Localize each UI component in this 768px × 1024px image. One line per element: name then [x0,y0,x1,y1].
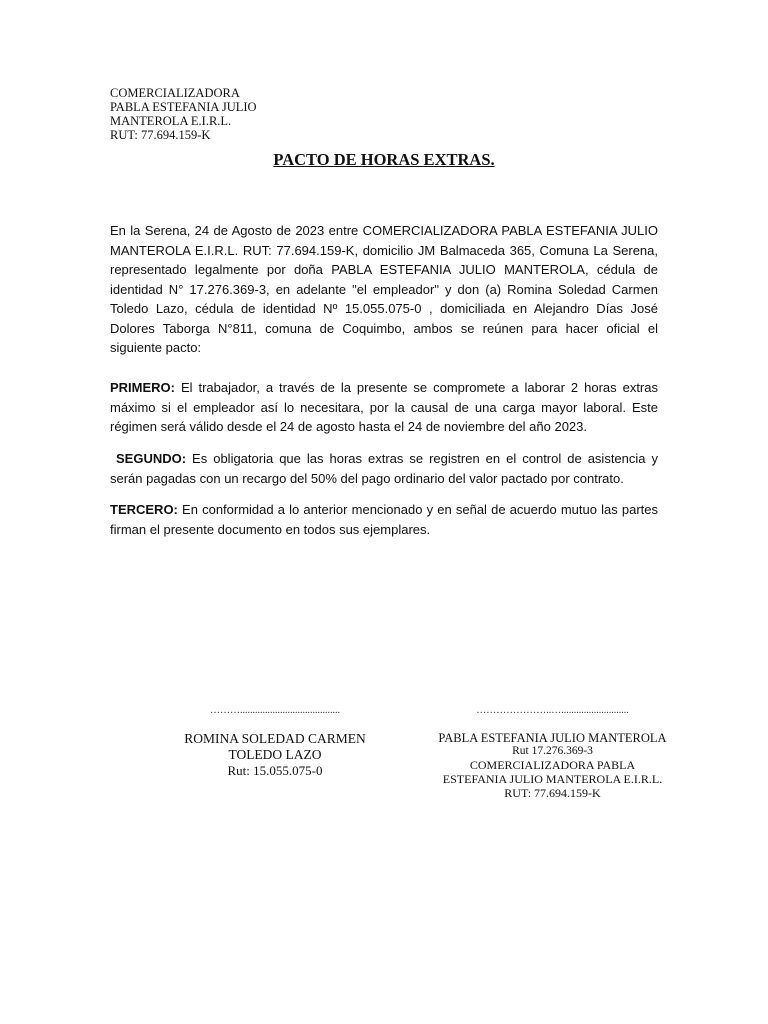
intro-paragraph: En la Serena, 24 de Agosto de 2023 entre COMERCIALIZADORA PABLA ESTEFANIA JULIO MANTEROLA E.I.R.L. RUT: 77.694.159-K, domicilio JM Balmaceda 365, Comuna La Serena, representado legalmente por doña PABLA ESTEFANIA JULIO MANTEROLA, cédula de identidad N° 17.276.369-3, en adelante "el empleador" y don (a) Romina Soledad Carmen Toledo Lazo, cédula de identidad Nº 15.055.075-0 , domiciliada en Alejandro Días José Dolores Taborga N°811, comuna de Coquimbo, ambos se reúnen para hacer oficial el siguiente pacto: [110,223,658,355]
company-name-line-2: PABLA ESTEFANIA JULIO [110,100,257,114]
worker-name-line-2: TOLEDO LAZO [228,747,322,762]
clause-primero [110,378,658,437]
signature-block-worker [170,705,380,779]
company-name-line-1: COMERCIALIZADORA [110,86,240,100]
clause-segundo [110,449,658,488]
worker-name-line-1: ROMINA SOLEDAD CARMEN [184,731,366,746]
clause-tercero-label: TERCERO: [110,502,178,517]
employer-company-line-2: ESTEFANIA JULIO MANTEROLA E.I.R.L. [442,772,663,786]
signature-line-worker: ………........................................ [210,705,340,716]
company-header [110,86,257,142]
clause-segundo-label: SEGUNDO: [116,451,187,466]
clause-segundo-text: Es obligatoria que las horas extras se registren en el control de asistencia y serán pagadas con un recargo del 50% del pago ordinario del valor pactado por contrato. [110,451,658,486]
clause-primero-text: El trabajador, a través de la presente se compromete a laborar 2 horas extras máximo si el empleador así lo necesitara, por la causal de una carga mayor laboral. Este régimen será válido desde el 24 de agosto hasta el 24 de noviembre del año 2023. [110,380,658,434]
signature-line-employer: …………………..…........................... [476,705,629,716]
employer-name: PABLA ESTEFANIA JULIO MANTEROLA [438,731,667,745]
employer-company-rut: RUT: 77.694.159-K [504,786,601,800]
company-rut: RUT: 77.694.159-K [110,128,211,142]
employer-rut: Rut 17.276.369-3 [512,745,593,757]
clause-tercero [110,500,658,539]
company-name-line-3: MANTEROLA E.I.R.L. [110,114,232,128]
document-title-text: PACTO DE HORAS EXTRAS. [273,150,495,169]
document-title [0,150,768,170]
clause-tercero-text: En conformidad a lo anterior mencionado y en señal de acuerdo mutuo las partes firman el presente documento en todos sus ejemplares. [110,502,658,537]
worker-rut: Rut: 15.055.075-0 [227,763,323,778]
clause-primero-label: PRIMERO: [110,380,175,395]
employer-company-line-1: COMERCIALIZADORA PABLA [469,758,636,772]
signature-block-employer [425,705,680,800]
